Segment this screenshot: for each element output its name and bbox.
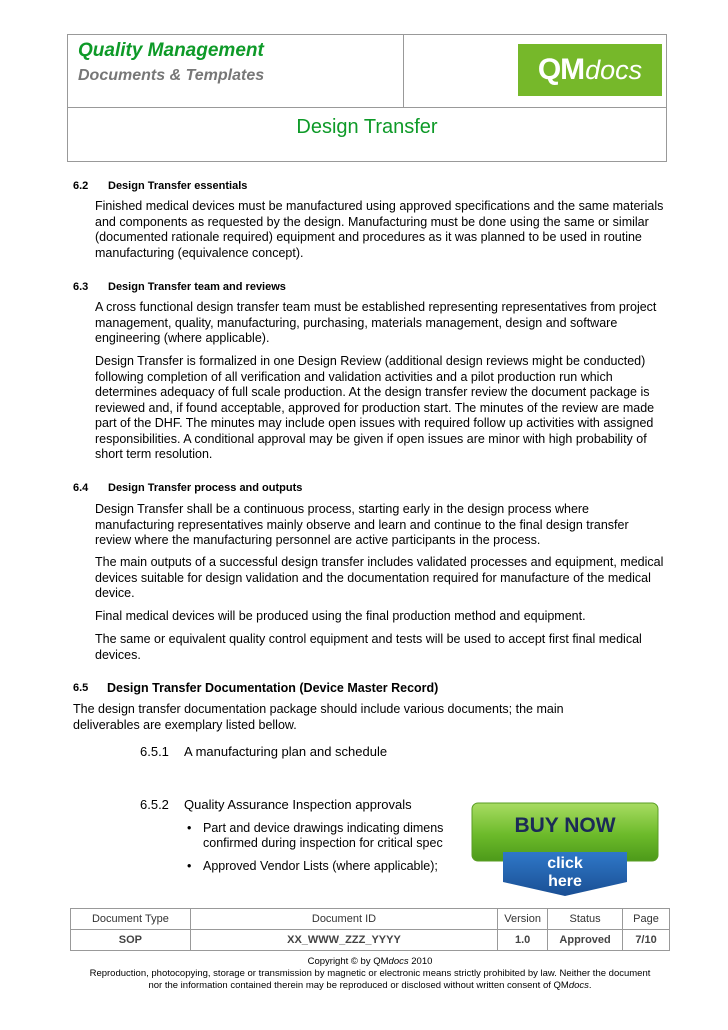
notice-line-2 — [70, 980, 670, 992]
header-document-type: Document Type — [71, 909, 191, 930]
notice-brand: docs — [568, 980, 589, 991]
notice-text: nor the information contained therein may be reproduced or disclosed without written consent of QM — [148, 980, 569, 991]
value-status: Approved — [548, 930, 623, 951]
header-document-id: Document ID — [190, 909, 497, 930]
section-title: Design Transfer process and outputs — [108, 482, 303, 494]
value-document-id: XX_WWW_ZZZ_YYYY — [190, 930, 497, 951]
subsection-heading — [140, 744, 388, 759]
paragraph: The design transfer documentation package should include various documents; the main deliverables are exemplary listed bellow. — [73, 702, 564, 732]
bullet-icon: • — [187, 859, 192, 873]
notice-line-1: Reproduction, photocopying, storage or transmission by magnetic or electronic means strictly prohibited by law. Neither the document — [89, 968, 651, 979]
section-number: 6.5 — [73, 682, 89, 694]
subsection-number: 6.5.1 — [140, 744, 169, 759]
paragraph: A cross functional design transfer team must be established representing representatives from project management, quality, manufacturing, purchasing, materials management, design and software engineering (where applicable). — [95, 300, 657, 345]
list-item-text: Approved Vendor Lists (where applicable); — [203, 859, 438, 873]
copyright-notice — [70, 956, 670, 992]
bullet-icon: • — [187, 821, 192, 835]
header-subtitle: Documents & Templates — [78, 67, 265, 84]
list-item-text: confirmed during inspection for critical spec — [203, 836, 443, 850]
section-title: Design Transfer team and reviews — [108, 281, 286, 293]
document-info-table — [70, 908, 670, 951]
paragraph: The main outputs of a successful design transfer includes validated processes and equipment, medical devices suitable for design validation and the documentation required for manufacture of the medical device. — [95, 555, 664, 600]
copyright-text: Copyright © by QM — [307, 956, 389, 967]
header-page: Page — [623, 909, 670, 930]
qmdocs-logo — [518, 44, 662, 96]
document-title: Design Transfer — [296, 116, 438, 138]
section-number: 6.3 — [73, 281, 89, 293]
paragraph: The same or equivalent quality control equipment and tests will be used to accept first final medical devices. — [95, 632, 642, 662]
header-title: Quality Management — [78, 40, 264, 61]
copyright-year: 2010 — [408, 956, 433, 967]
header-divider-horizontal — [67, 107, 667, 108]
section-number: 6.2 — [73, 180, 89, 192]
subsection-heading — [140, 797, 412, 812]
header-version: Version — [498, 909, 548, 930]
paragraph: Final medical devices will be produced using the final production method and equipment. — [95, 609, 586, 623]
section-title: Design Transfer Documentation (Device Master Record) — [107, 681, 439, 695]
table-row — [71, 930, 670, 951]
value-document-type: SOP — [71, 930, 191, 951]
paragraph: Design Transfer shall be a continuous process, starting early in the design process where manufacturing representatives mainly observe and learn and continue to the final design transfer review where the manufacturing personnel are active participants in the process. — [95, 502, 629, 547]
table-header-row — [71, 909, 670, 930]
list-item-text: Part and device drawings indicating dimens — [203, 821, 444, 835]
copyright-line — [70, 956, 670, 968]
paragraph: Design Transfer is formalized in one Design Review (additional design reviews might be conducted) following completion of all verification and validation activities and a pilot production run which determines adequacy of full scale production. At the design transfer review the document package is reviewed and, if found acceptable, approved for production start. The minutes of the review are made part of the DHF. The minutes may include open issues with required follow up activities with assigned responsibilities. A conditional approval may be given if open issues are minor with high probability of short term resolution. — [95, 354, 655, 461]
logo-qm-text: QM — [537, 53, 585, 86]
header-divider-vertical — [403, 34, 404, 107]
buy-now-label: BUY NOW — [514, 814, 616, 837]
paragraph: Finished medical devices must be manufactured using approved specifications and the same materials and components as requested by the design. Manufacturing must be done using the same or similar (documented rationale required) equipment and procedures as it was planned to be used in routine manufacturing (equivalence concept). — [95, 199, 664, 260]
section-title: Design Transfer essentials — [108, 180, 248, 192]
here-label: here — [548, 873, 582, 890]
subsection-title: Quality Assurance Inspection approvals — [184, 797, 412, 812]
subsection-title: A manufacturing plan and schedule — [184, 744, 388, 759]
value-version: 1.0 — [498, 930, 548, 951]
copyright-brand: docs — [388, 956, 409, 967]
click-label: click — [547, 855, 583, 872]
notice-end: . — [588, 980, 592, 991]
section-number: 6.4 — [73, 482, 89, 494]
subsection-number: 6.5.2 — [140, 797, 169, 812]
buy-now-button[interactable] — [469, 800, 661, 898]
header-status: Status — [548, 909, 623, 930]
logo-docs-text: docs — [585, 54, 643, 85]
value-page: 7/10 — [623, 930, 670, 951]
